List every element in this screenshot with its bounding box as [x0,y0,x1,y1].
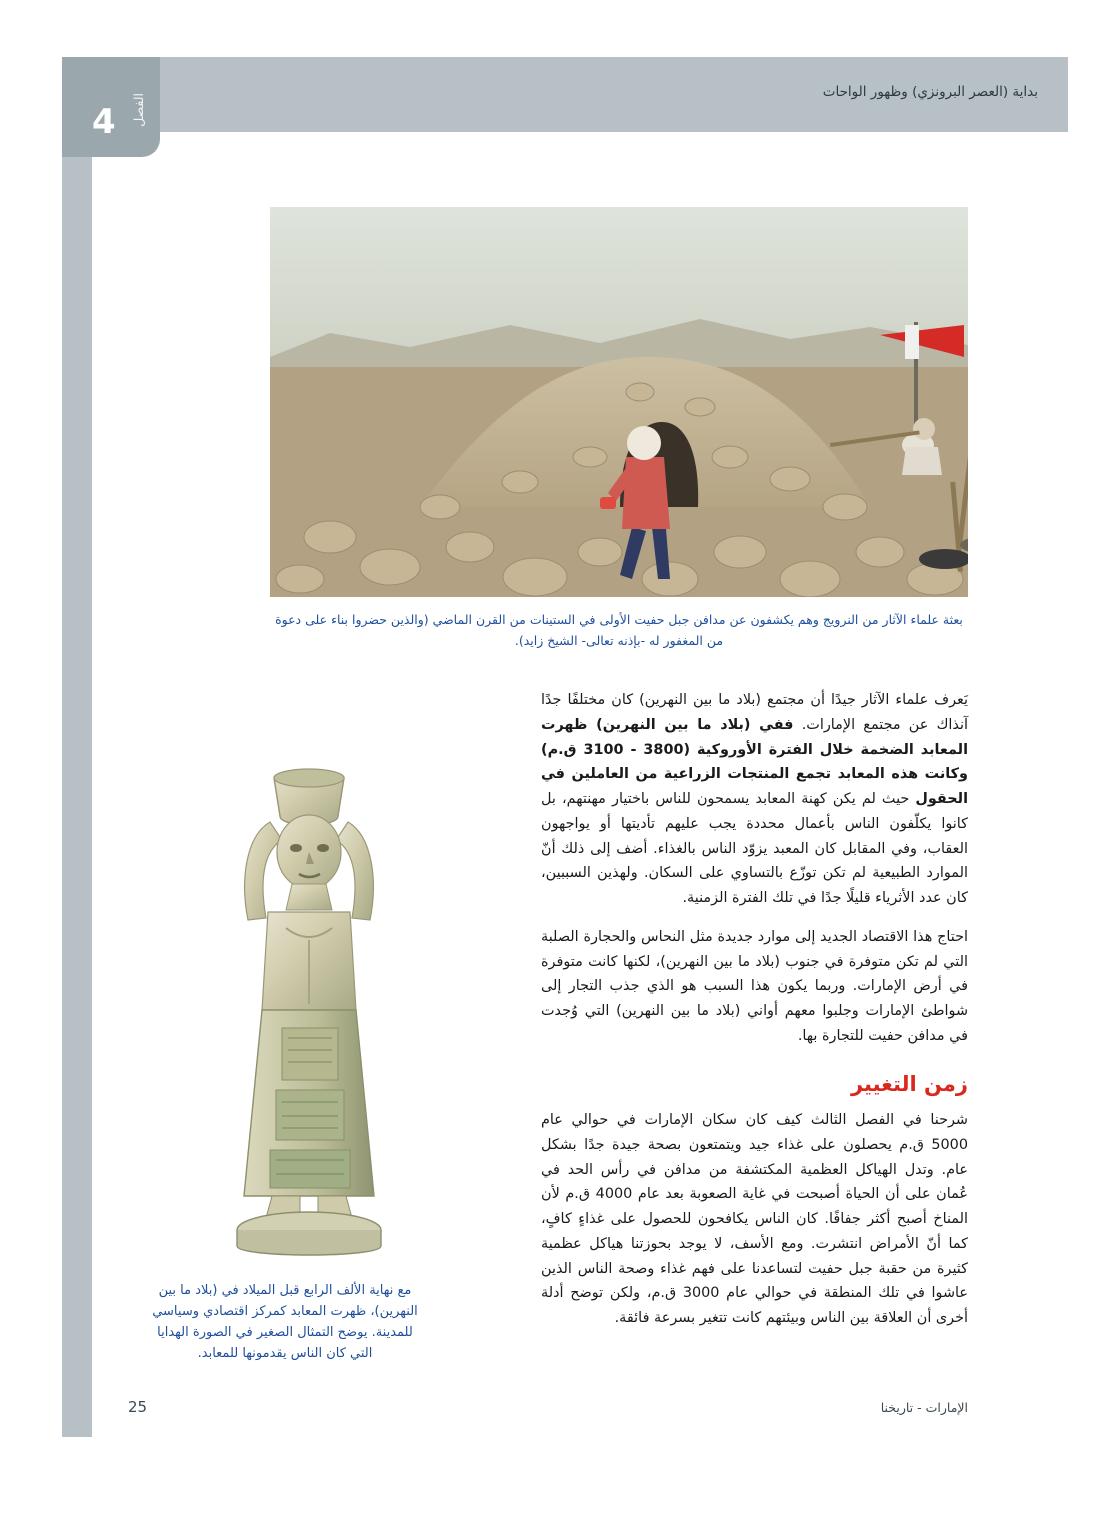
left-vertical-bar [62,57,92,1437]
header-band [92,57,1068,132]
section-heading: زمن التغيير [850,1071,968,1096]
paragraph-1-tail: حيث لم يكن كهنة المعابد يسمحون للناس باختيار مهنتهم، بل كانوا يكلّفون الناس بأعمال محددة يجب عليهم تأديتها أو يواجهون العقاب، وفي المقابل كان المعبد يزوّد الناس بالغذاء. أضف إلى ذلك أنّ الموارد الطبيعية لم تكن توزّع بالتساوي على السكان. ولهذين السببين، كان عدد الأثرياء قليلًا جدًا في تلك الفترة الزمنية. [541,791,968,907]
chapter-label: الفصل [131,93,146,127]
archaeology-excavation-photo [270,207,968,597]
book-title-footer: الإمارات - تاريخنا [880,1400,968,1415]
mesopotamian-offering-statue [196,760,421,1280]
page-number: 25 [128,1398,148,1416]
article-body [541,688,968,1345]
running-header-title: بداية (العصر البرونزي) وظهور الواحات [822,84,1038,100]
paragraph-1 [541,688,968,911]
chapter-number: 4 [92,102,116,142]
paragraph-1-emphasis: ففي (بلاد ما بين النهرين) ظهرت المعابد الضخمة خلال الفترة الأوروكية (3800 - 3100 ق.م) وكانت هذه المعابد تجمع المنتجات الزراعية من العاملين في الحقول [541,716,968,808]
paragraph-1-lead: يَعرف علماء الآثار جيدًا أن مجتمع (بلاد ما بين النهرين) كان مختلفًا جدًا آنذاك عن مجتمع الإمارات. [541,692,968,733]
footer-bar-block [62,1377,92,1437]
chapter-tab [62,57,160,157]
paragraph-3: شرحنا في الفصل الثالث كيف كان سكان الإمارات في حوالي عام 5000 ق.م يحصلون على غذاء جيد ويتمتعون بصحة جيدة جدًا بشكل عام. وتدل الهياكل العظمية المكتشفة من مدافن في رأس الحد في عُمان على أن الحياة أصبحت في غاية الصعوبة بعد عام 4000 ق.م لأن المناخ أصبح أكثر جفافًا. كان الناس يكافحون للحصول على غذاءٍ كافٍ، كما أنّ الأمراض انتشرت. ومع الأسف، لا يوجد بحوزتنا هياكل عظمية كثيرة من حقبة جبل حفيت لتساعدنا على فهم غذاء وصحة الناس الذين عاشوا في تلك المنطقة في حوالي عام 3000 ق.م، ولكن توضح أدلة أخرى أن العلاقة بين الناس وبيئتهم كانت تتغير بسرعة فائقة. [541,1112,969,1327]
paragraph-2: احتاج هذا الاقتصاد الجديد إلى موارد جديدة مثل النحاس والحجارة الصلبة التي لم تكن متوفرة في جنوب (بلاد ما بين النهرين)، لكنها كانت متوفرة في أرض الإمارات. وربما يكون هذا السبب هو الذي جذب التجار إلى شواطئ الإمارات وجلبوا معهم أواني (بلاد ما بين النهرين) التي وُجدت في مدافن حفيت للتجارة بها. [541,928,968,1044]
photo-caption: بعثة علماء الآثار من النرويج وهم يكشفون عن مدافن جبل حفيت الأولى في الستينات من القرن الماضي (والذين حضروا بناء على دعوة من المغفور له -بإذنه تعالى- الشيخ زايد). [275,612,963,648]
figure-caption: مع نهاية الألف الرابع قبل الميلاد في (بلاد ما بين النهرين)، ظهرت المعابد كمركز اقتصادي وسياسي للمدينة. يوضح التمثال الصغير في الصورة الهدايا التي كان الناس يقدمونها للمعابد. [152,1283,418,1362]
